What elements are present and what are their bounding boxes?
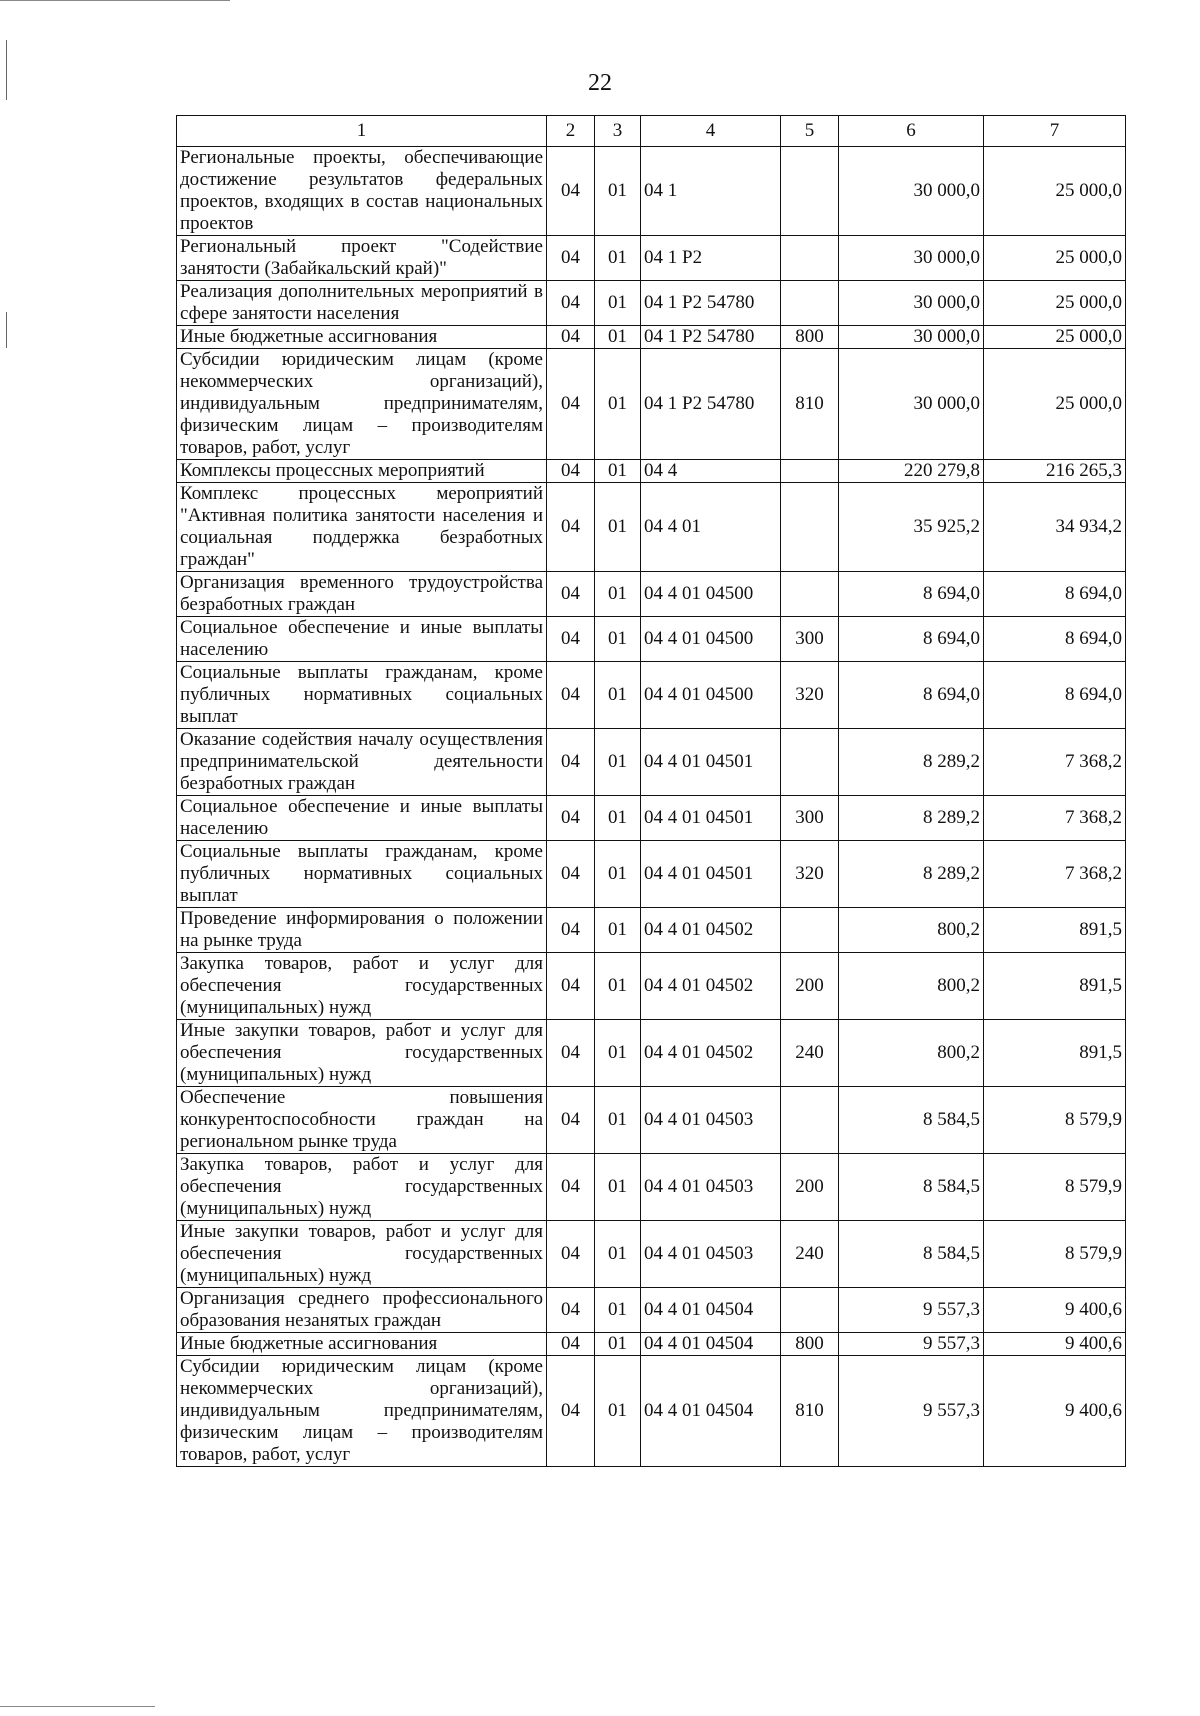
row-amount-year2: 9 400,6	[984, 1288, 1126, 1333]
row-target-article: 04 4 01 04501	[641, 841, 781, 908]
row-target-article: 04 4 01 04502	[641, 953, 781, 1020]
table-row	[177, 1333, 1126, 1356]
row-expense-type	[781, 729, 839, 796]
row-name: Закупка товаров, работ и услуг для обеспечения государственных (муниципальных) нужд	[177, 953, 547, 1020]
row-section: 04	[547, 908, 595, 953]
row-expense-type: 200	[781, 953, 839, 1020]
column-header: 6	[839, 116, 984, 147]
row-amount-year1: 8 584,5	[839, 1154, 984, 1221]
table-row	[177, 236, 1126, 281]
row-amount-year2: 216 265,3	[984, 460, 1126, 483]
table-row	[177, 1087, 1126, 1154]
row-subsection: 01	[595, 483, 641, 572]
table-row	[177, 326, 1126, 349]
budget-table	[176, 115, 1126, 1467]
row-section: 04	[547, 572, 595, 617]
row-subsection: 01	[595, 662, 641, 729]
table-row	[177, 908, 1126, 953]
row-subsection: 01	[595, 841, 641, 908]
row-section: 04	[547, 281, 595, 326]
row-subsection: 01	[595, 349, 641, 460]
row-subsection: 01	[595, 281, 641, 326]
row-section: 04	[547, 349, 595, 460]
row-amount-year2: 8 579,9	[984, 1154, 1126, 1221]
row-expense-type: 240	[781, 1221, 839, 1288]
row-amount-year1: 9 557,3	[839, 1333, 984, 1356]
row-subsection: 01	[595, 147, 641, 236]
row-expense-type: 240	[781, 1020, 839, 1087]
table-row	[177, 460, 1126, 483]
scan-edge-bottom	[0, 1706, 155, 1707]
row-name: Организация среднего профессионального образования незанятых граждан	[177, 1288, 547, 1333]
row-subsection: 01	[595, 236, 641, 281]
row-expense-type	[781, 908, 839, 953]
row-amount-year2: 8 694,0	[984, 662, 1126, 729]
row-amount-year1: 30 000,0	[839, 281, 984, 326]
row-amount-year1: 30 000,0	[839, 147, 984, 236]
row-name: Иные закупки товаров, работ и услуг для обеспечения государственных (муниципальных) нужд	[177, 1020, 547, 1087]
row-subsection: 01	[595, 326, 641, 349]
row-name: Обеспечение повышения конкурентоспособности граждан на региональном рынке труда	[177, 1087, 547, 1154]
row-target-article: 04 4 01 04504	[641, 1356, 781, 1467]
row-target-article: 04 4 01	[641, 483, 781, 572]
scan-edge-top	[0, 0, 230, 1]
row-section: 04	[547, 841, 595, 908]
row-amount-year2: 8 694,0	[984, 572, 1126, 617]
table-header-row	[177, 116, 1126, 147]
row-amount-year2: 8 694,0	[984, 617, 1126, 662]
row-subsection: 01	[595, 1020, 641, 1087]
row-amount-year2: 25 000,0	[984, 236, 1126, 281]
row-target-article: 04 4 01 04500	[641, 572, 781, 617]
row-amount-year2: 25 000,0	[984, 326, 1126, 349]
row-target-article: 04 1 P2 54780	[641, 281, 781, 326]
row-name: Региональные проекты, обеспечивающие достижение результатов федеральных проектов, входящих в состав национальных проектов	[177, 147, 547, 236]
row-target-article: 04 4 01 04502	[641, 908, 781, 953]
row-amount-year2: 7 368,2	[984, 796, 1126, 841]
row-target-article: 04 4	[641, 460, 781, 483]
row-amount-year2: 25 000,0	[984, 147, 1126, 236]
row-expense-type	[781, 572, 839, 617]
row-section: 04	[547, 326, 595, 349]
row-subsection: 01	[595, 1333, 641, 1356]
row-expense-type: 810	[781, 1356, 839, 1467]
row-section: 04	[547, 1288, 595, 1333]
row-amount-year2: 891,5	[984, 908, 1126, 953]
row-target-article: 04 4 01 04503	[641, 1087, 781, 1154]
row-section: 04	[547, 1087, 595, 1154]
row-amount-year2: 9 400,6	[984, 1356, 1126, 1467]
row-section: 04	[547, 236, 595, 281]
row-amount-year2: 8 579,9	[984, 1221, 1126, 1288]
row-target-article: 04 1 P2 54780	[641, 349, 781, 460]
table-row	[177, 729, 1126, 796]
row-subsection: 01	[595, 1087, 641, 1154]
row-section: 04	[547, 147, 595, 236]
row-name: Проведение информирования о положении на рынке труда	[177, 908, 547, 953]
row-target-article: 04 4 01 04502	[641, 1020, 781, 1087]
row-name: Социальное обеспечение и иные выплаты населению	[177, 617, 547, 662]
row-amount-year2: 7 368,2	[984, 729, 1126, 796]
row-amount-year1: 8 289,2	[839, 729, 984, 796]
row-target-article: 04 4 01 04503	[641, 1221, 781, 1288]
row-expense-type: 300	[781, 796, 839, 841]
row-subsection: 01	[595, 1154, 641, 1221]
table-row	[177, 483, 1126, 572]
table-row	[177, 841, 1126, 908]
row-section: 04	[547, 953, 595, 1020]
row-name: Субсидии юридическим лицам (кроме некоммерческих организаций), индивидуальным предпринимателям, физическим лицам – производителям товаров, работ, услуг	[177, 349, 547, 460]
table-row	[177, 572, 1126, 617]
row-amount-year1: 800,2	[839, 953, 984, 1020]
row-expense-type: 320	[781, 662, 839, 729]
row-section: 04	[547, 460, 595, 483]
row-target-article: 04 4 01 04504	[641, 1333, 781, 1356]
row-subsection: 01	[595, 796, 641, 841]
column-header: 2	[547, 116, 595, 147]
row-section: 04	[547, 796, 595, 841]
row-amount-year2: 7 368,2	[984, 841, 1126, 908]
row-name: Иные закупки товаров, работ и услуг для обеспечения государственных (муниципальных) нужд	[177, 1221, 547, 1288]
row-subsection: 01	[595, 908, 641, 953]
row-amount-year2: 25 000,0	[984, 349, 1126, 460]
table-row	[177, 1288, 1126, 1333]
row-amount-year1: 8 694,0	[839, 572, 984, 617]
table-row	[177, 1154, 1126, 1221]
scan-edge-left-lower	[6, 312, 7, 348]
row-expense-type: 800	[781, 326, 839, 349]
row-target-article: 04 1 P2	[641, 236, 781, 281]
page-number: 22	[588, 70, 612, 96]
row-amount-year1: 800,2	[839, 1020, 984, 1087]
table-row	[177, 662, 1126, 729]
row-name: Иные бюджетные ассигнования	[177, 1333, 547, 1356]
row-amount-year1: 800,2	[839, 908, 984, 953]
row-target-article: 04 1	[641, 147, 781, 236]
row-subsection: 01	[595, 617, 641, 662]
row-section: 04	[547, 729, 595, 796]
row-subsection: 01	[595, 729, 641, 796]
column-header: 7	[984, 116, 1126, 147]
row-expense-type: 810	[781, 349, 839, 460]
row-subsection: 01	[595, 1221, 641, 1288]
row-amount-year1: 8 584,5	[839, 1221, 984, 1288]
row-name: Комплекс процессных мероприятий "Активная политика занятости населения и социальная поддержка безработных граждан"	[177, 483, 547, 572]
table-row	[177, 953, 1126, 1020]
table-row	[177, 281, 1126, 326]
row-section: 04	[547, 617, 595, 662]
row-amount-year1: 8 584,5	[839, 1087, 984, 1154]
row-amount-year1: 30 000,0	[839, 326, 984, 349]
row-expense-type	[781, 483, 839, 572]
row-name: Комплексы процессных мероприятий	[177, 460, 547, 483]
row-amount-year1: 9 557,3	[839, 1356, 984, 1467]
row-amount-year2: 891,5	[984, 953, 1126, 1020]
row-subsection: 01	[595, 572, 641, 617]
row-name: Реализация дополнительных мероприятий в сфере занятости населения	[177, 281, 547, 326]
row-name: Социальное обеспечение и иные выплаты населению	[177, 796, 547, 841]
column-header: 4	[641, 116, 781, 147]
row-target-article: 04 4 01 04504	[641, 1288, 781, 1333]
row-amount-year2: 34 934,2	[984, 483, 1126, 572]
row-expense-type: 300	[781, 617, 839, 662]
row-expense-type	[781, 460, 839, 483]
row-target-article: 04 4 01 04500	[641, 662, 781, 729]
row-section: 04	[547, 1154, 595, 1221]
row-amount-year1: 220 279,8	[839, 460, 984, 483]
row-subsection: 01	[595, 1288, 641, 1333]
row-name: Организация временного трудоустройства безработных граждан	[177, 572, 547, 617]
row-section: 04	[547, 1221, 595, 1288]
row-name: Закупка товаров, работ и услуг для обеспечения государственных (муниципальных) нужд	[177, 1154, 547, 1221]
row-expense-type	[781, 1087, 839, 1154]
row-amount-year1: 8 694,0	[839, 617, 984, 662]
row-target-article: 04 4 01 04503	[641, 1154, 781, 1221]
row-amount-year1: 8 289,2	[839, 841, 984, 908]
row-section: 04	[547, 1020, 595, 1087]
row-name: Региональный проект "Содействие занятости (Забайкальский край)"	[177, 236, 547, 281]
table-row	[177, 796, 1126, 841]
row-section: 04	[547, 1333, 595, 1356]
row-expense-type: 320	[781, 841, 839, 908]
row-expense-type	[781, 236, 839, 281]
row-amount-year2: 891,5	[984, 1020, 1126, 1087]
row-amount-year2: 8 579,9	[984, 1087, 1126, 1154]
row-amount-year2: 9 400,6	[984, 1333, 1126, 1356]
row-target-article: 04 4 01 04501	[641, 796, 781, 841]
row-amount-year1: 8 289,2	[839, 796, 984, 841]
row-target-article: 04 4 01 04501	[641, 729, 781, 796]
table-row	[177, 1020, 1126, 1087]
row-amount-year1: 30 000,0	[839, 349, 984, 460]
row-name: Социальные выплаты гражданам, кроме публичных нормативных социальных выплат	[177, 841, 547, 908]
row-section: 04	[547, 662, 595, 729]
column-header: 3	[595, 116, 641, 147]
row-target-article: 04 1 P2 54780	[641, 326, 781, 349]
row-name: Оказание содействия началу осуществления предпринимательской деятельности безработных граждан	[177, 729, 547, 796]
row-section: 04	[547, 1356, 595, 1467]
row-subsection: 01	[595, 1356, 641, 1467]
row-subsection: 01	[595, 460, 641, 483]
row-section: 04	[547, 483, 595, 572]
table-row	[177, 147, 1126, 236]
row-expense-type	[781, 281, 839, 326]
table-row	[177, 1356, 1126, 1467]
row-name: Социальные выплаты гражданам, кроме публичных нормативных социальных выплат	[177, 662, 547, 729]
row-expense-type	[781, 147, 839, 236]
column-header: 5	[781, 116, 839, 147]
column-header: 1	[177, 116, 547, 147]
row-expense-type: 200	[781, 1154, 839, 1221]
row-name: Иные бюджетные ассигнования	[177, 326, 547, 349]
row-amount-year1: 8 694,0	[839, 662, 984, 729]
row-amount-year1: 30 000,0	[839, 236, 984, 281]
row-expense-type	[781, 1288, 839, 1333]
table-row	[177, 349, 1126, 460]
row-target-article: 04 4 01 04500	[641, 617, 781, 662]
row-expense-type: 800	[781, 1333, 839, 1356]
row-amount-year1: 9 557,3	[839, 1288, 984, 1333]
row-name: Субсидии юридическим лицам (кроме некоммерческих организаций), индивидуальным предпринимателям, физическим лицам – производителям товаров, работ, услуг	[177, 1356, 547, 1467]
row-amount-year2: 25 000,0	[984, 281, 1126, 326]
row-subsection: 01	[595, 953, 641, 1020]
table-row	[177, 1221, 1126, 1288]
row-amount-year1: 35 925,2	[839, 483, 984, 572]
table-row	[177, 617, 1126, 662]
